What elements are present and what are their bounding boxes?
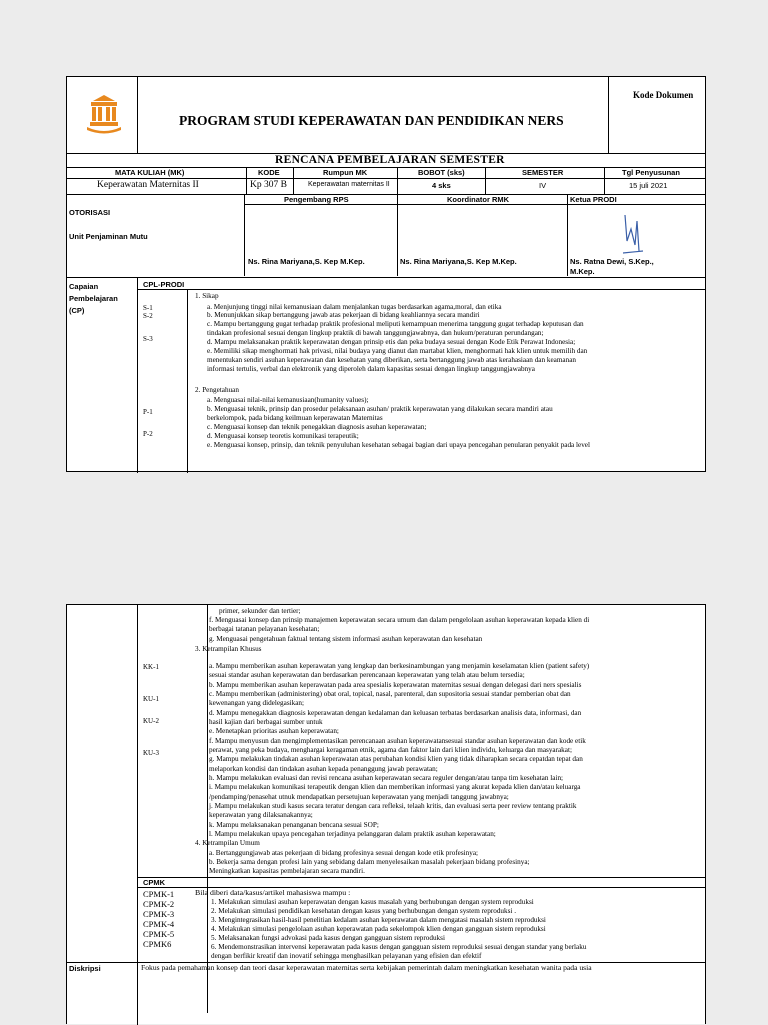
umum-line: b. Bekerja sama dengan profesi lain yang sebidang dalam menyelesaikan masalah pekerjaan bidang profesinya; — [209, 858, 530, 866]
sikap-line: d. Mampu melaksanakan praktik keperawatan dengan prinsip etis dan peka budaya sesuai dengan Kode Etik Perawat Indonesia; — [207, 338, 576, 346]
signature-image — [617, 211, 647, 259]
course-value-mk: Keperawatan Maternitas II — [97, 180, 199, 190]
keterampilan-line: keperawatan yang dilaksanakannya; — [209, 811, 313, 819]
cpmk-code: CPMK-1 — [143, 889, 175, 899]
code-s2: S-2 — [143, 312, 153, 320]
keterampilan-line: k. Mampu melaksanakan penanganan bencana sesuai SOP; — [209, 821, 379, 829]
umum-heading: 4. Ketrampilan Umum — [195, 839, 260, 847]
cpmk-code: CPMK-3 — [143, 909, 175, 919]
cpmk-code: CPMK-2 — [143, 899, 175, 909]
koordinator-label: Koordinator RMK — [447, 195, 510, 204]
keterampilan-line: f. Mampu menyusun dan mengimplementasikan perencanaan asuhan keperawatansesuai standar asuhan keperawatan dan kode etik — [209, 737, 586, 745]
ketua-name-1: Ns. Ratna Dewi, S.Kep., — [570, 257, 654, 266]
cpmk-line: 2. Melakukan simulasi pendidikan kesehatan dengan kasus yang berhubungan dengan system reproduksi . — [211, 907, 516, 915]
koordinator-name: Ns. Rina Mariyana,S. Kep M.Kep. — [400, 257, 517, 266]
keterampilan-line: e. Menetapkan prioritas asuhan keperawatan; — [209, 727, 339, 735]
cpmk-label: CPMK — [143, 878, 166, 887]
pengetahuan-line: berbagai tatanan pelayanan kesehatan; — [209, 625, 320, 633]
code-kk1: KK-1 — [143, 663, 159, 671]
cpmk-code: CPMK-4 — [143, 919, 175, 929]
cpmk-line: 1. Melakukan simulasi asuhan keperawatan dengan kasus masalah yang berhubungan dengan system reproduksi — [211, 898, 534, 906]
keterampilan-line: kewenangan yang didelegasikan; — [209, 699, 304, 707]
keterampilan-line: h. Mampu melakukan evaluasi dan revisi rencana asuhan keperawatan secara reguler dengan/atau tanpa tim kesehatan lain; — [209, 774, 564, 782]
cpmk-line: 3. Mengintegrasikan hasil-hasil penelitian kedalam asuhan keperawatan dalam mengatasi masalah sistem reproduksi — [211, 916, 546, 924]
pengembang-label: Pengembang RPS — [284, 195, 349, 204]
code-ku3: KU-3 — [143, 749, 159, 757]
pengetahuan-line: c. Menguasai konsep dan teknik penegakkan diagnosis asuhan keperawatan; — [207, 423, 427, 431]
course-value-bobot: 4 sks — [432, 181, 451, 190]
keterampilan-line: j. Mampu melakukan studi kasus secara teratur dengan cara refleksi, telaah kritis, dan evaluasi serta peer review tentang praktik — [209, 802, 577, 810]
cp-label-2: Pembelajaran — [69, 294, 118, 303]
course-value-rumpun: Keperawatan maternitas II — [308, 181, 390, 188]
unit-penjaminan-mutu: Unit Penjaminan Mutu — [69, 232, 148, 241]
program-title: PROGRAM STUDI KEPERAWATAN DAN PENDIDIKAN NERS — [179, 113, 564, 128]
keterampilan-line: b. Mampu memberikan asuhan keperawatan pada area spesialis keperawatan maternitas sesuai dengan delegasi dari ners spesialis — [209, 681, 582, 689]
cpmk-line: 4. Melakukan simulasi pengelolaan asuhan keperawatan pada sekelompok klien dengan gangguan sistem reproduksi — [211, 925, 546, 933]
pengetahuan-line: g. Menguasai pengetahuan faktual tentang sistem informasi asuhan keperawatan dan kesehatan — [209, 635, 483, 643]
sikap-line: c. Mampu bertanggung gugat terhadap praktik profesional meliputi kemampuan menerima tanggung gugat terhadap keputusan dan — [207, 320, 584, 328]
course-value-tgl: 15 juli 2021 — [629, 181, 668, 190]
course-header-mk: MATA KULIAH (MK) — [115, 168, 185, 177]
cpmk-code: CPMK-5 — [143, 929, 175, 939]
pengetahuan-line: b. Menguasai teknik, prinsip dan prosedur pelaksanaan asuhan/ praktik keperawatan yang dilakukan secara mandiri atau — [207, 405, 553, 413]
document-page-2 — [66, 604, 706, 1024]
keterampilan-line: c. Mampu memberikan (administering) obat oral, topical, nasal, parenteral, dan supositoria sesuai standar pemberian obat dan — [209, 690, 571, 698]
pengetahuan-heading: 2. Pengetahuan — [195, 386, 239, 394]
course-value-semester: IV — [539, 181, 547, 190]
keterampilan-line: i. Mampu melakukan komunikasi terapeutik dengan klien dan memberikan informasi yang akurat kepada klien dan/atau keluarga — [209, 783, 581, 791]
sikap-line: a. Menjunjung tinggi nilai kemanusiaan dalam menjalankan tugas berdasarkan agama,moral, dan etika — [207, 303, 502, 311]
ketua-label: Ketua PRODI — [570, 195, 617, 204]
pengetahuan-line: berkelompok, pada bidang keilmuan keperawatan Maternitas — [207, 414, 383, 422]
cpmk-line: dengan berfikir kreatif dan inovatif sehingga menghasilkan pelayanan yang efisien dan efektif — [211, 952, 482, 960]
cpmk-line: 5. Melaksanakan fungsi advokasi pada kasus dengan gangguan sistem reproduksi — [211, 934, 445, 942]
keterampilan-line: perawat, yang peka budaya, menghargai keragaman etnik, agama dan faktor lain dari klien individu, keluarga dan masyarakat; — [209, 746, 572, 754]
course-value-kode: Kp 307 B — [250, 180, 287, 190]
deskripsi-label: Diskripsi — [69, 964, 101, 973]
code-ku2: KU-2 — [143, 717, 159, 725]
keterampilan-line: sesuai standar asuhan keperawatan dan berdasarkan perencanaan keperawatan yang telah atau belum tersedia; — [209, 671, 525, 679]
cpl-prodi-label: CPL-PRODI — [143, 280, 185, 289]
pengetahuan-line: d. Menguasai konsep teoretis komunikasi terapeutik; — [207, 432, 359, 440]
keterampilan-line: /pendamping/penasehat utnuk mendapatkan persetujuan keperawatan yang menjadi tanggung jawabnya; — [209, 793, 509, 801]
cpmk-line: 6. Mendemonstrasikan intervensi keperawatan pada kasus dengan gangguan sistem reproduksi sesuai dengan standar yang berlaku — [211, 943, 587, 951]
code-p2: P-2 — [143, 430, 153, 438]
keterampilan-line: hasil kajian dari berbagai sumber untuk — [209, 718, 323, 726]
course-header-tgl: Tgl Penyusunan — [622, 168, 680, 177]
rps-title: RENCANA PEMBELAJARAN SEMESTER — [275, 154, 505, 166]
cpmk-code: CPMK6 — [143, 939, 172, 949]
cp-label-1: Capaian — [69, 282, 99, 291]
keterampilan-line: d. Mampu menegakkan diagnosis keperawatan dengan kedalaman dan keluasan terbatas berdasarkan analisis data, informasi, dan — [209, 709, 582, 717]
keterampilan-line: l. Mampu melakukan upaya pencegahan terjadinya pelanggaran dalam praktik asuhan keperawatan; — [209, 830, 496, 838]
code-s1: S-1 — [143, 304, 153, 312]
otorisasi-label: OTORISASI — [69, 208, 111, 217]
sikap-line: e. Memiliki sikap menghormati hak privasi, nilai budaya yang dianut dan martabat klien, menghormati hak klien untuk memilih dan — [207, 347, 588, 355]
code-s3: S-3 — [143, 335, 153, 343]
umum-line: Meningkatkan kapasitas pembelajaran secara mandiri. — [209, 867, 365, 875]
keterampilan-line: melaporkan kondisi dan tindakan asuhan kepada penanggung jawab perawatan; — [209, 765, 438, 773]
document-page-1 — [66, 76, 706, 472]
course-header-kode: KODE — [258, 168, 280, 177]
pengetahuan-line: a. Menguasai nilai-nilai kemanusiaan(humanity values); — [207, 396, 369, 404]
deskripsi-text: Fokus pada pemahaman konsep dan teori dasar keperawatan maternitas serta kebijakan pemerintah dalam meningkatkan kesehatan wanita pada usia — [141, 963, 592, 972]
code-ku1: KU-1 — [143, 695, 159, 703]
institution-logo-icon — [83, 93, 125, 135]
cpmk-intro: Bila diberi data/kasus/artikel mahasiswa mampu : — [195, 888, 351, 897]
keterampilan-line: a. Mampu memberikan asuhan keperawatan yang lengkap dan berkesinambungan yang menjamin keselamatan klien (patient safety) — [209, 662, 590, 670]
logo — [83, 93, 125, 135]
keterampilan-heading: 3. Ketrampilan Khusus — [195, 645, 262, 653]
pengetahuan-line: e. Menguasai konsep, prinsip, dan teknik penyuluhan kesehatan sebagai bagian dari upaya pencegahan penularan penyakit pada level — [207, 441, 590, 449]
code-p1: P-1 — [143, 408, 153, 416]
course-header-semester: SEMESTER — [522, 168, 564, 177]
sikap-heading: 1. Sikap — [195, 292, 219, 300]
keterampilan-line: g. Mampu melakukan tindakan asuhan keperawatan atas perubahan kondisi klien yang tidak diharapkan secara cepatdan tepat dan — [209, 755, 583, 763]
sikap-line: menentukan sendiri asuhan keperawatan dan kesehatan yang diberikan, serta bertanggung jawab atas kerahasiaan dan keamanan — [207, 356, 577, 364]
cp-label-3: (CP) — [69, 306, 85, 315]
sikap-line: tindakan profesional sesuai dengan lingkup praktik di bawah tanggungjawabnya, dan hukum/peraturan perundangan; — [207, 329, 544, 337]
umum-line: a. Bertanggungjawab atas pekerjaan di bidang profesinya sesuai dengan kode etik profesinya; — [209, 849, 479, 857]
kode-dokumen-label: Kode Dokumen — [633, 90, 694, 100]
ketua-name-2: M.Kep. — [570, 267, 595, 276]
sikap-line: informasi tertulis, verbal dan elektronik yang diperoleh dalam kapasitas sesuai dengan lingkup tanggungjawabnya — [207, 365, 535, 373]
pengetahuan-line: f. Menguasai konsep dan prinsip manajemen keperawatan secara umum dan dalam pengelolaan asuhan keperawatan kepada klien di — [209, 616, 590, 624]
sikap-line: b. Menunjukkan sikap bertanggung jawab atas pekerjaan di bidang keahliannya secara mandiri — [207, 311, 480, 319]
course-header-bobot: BOBOT (sks) — [418, 168, 465, 177]
pengetahuan-line: primer, sekunder dan tertier; — [219, 607, 301, 615]
pengembang-name: Ns. Rina Mariyana,S. Kep M.Kep. — [248, 257, 365, 266]
course-header-rumpun: Rumpun MK — [323, 168, 368, 177]
